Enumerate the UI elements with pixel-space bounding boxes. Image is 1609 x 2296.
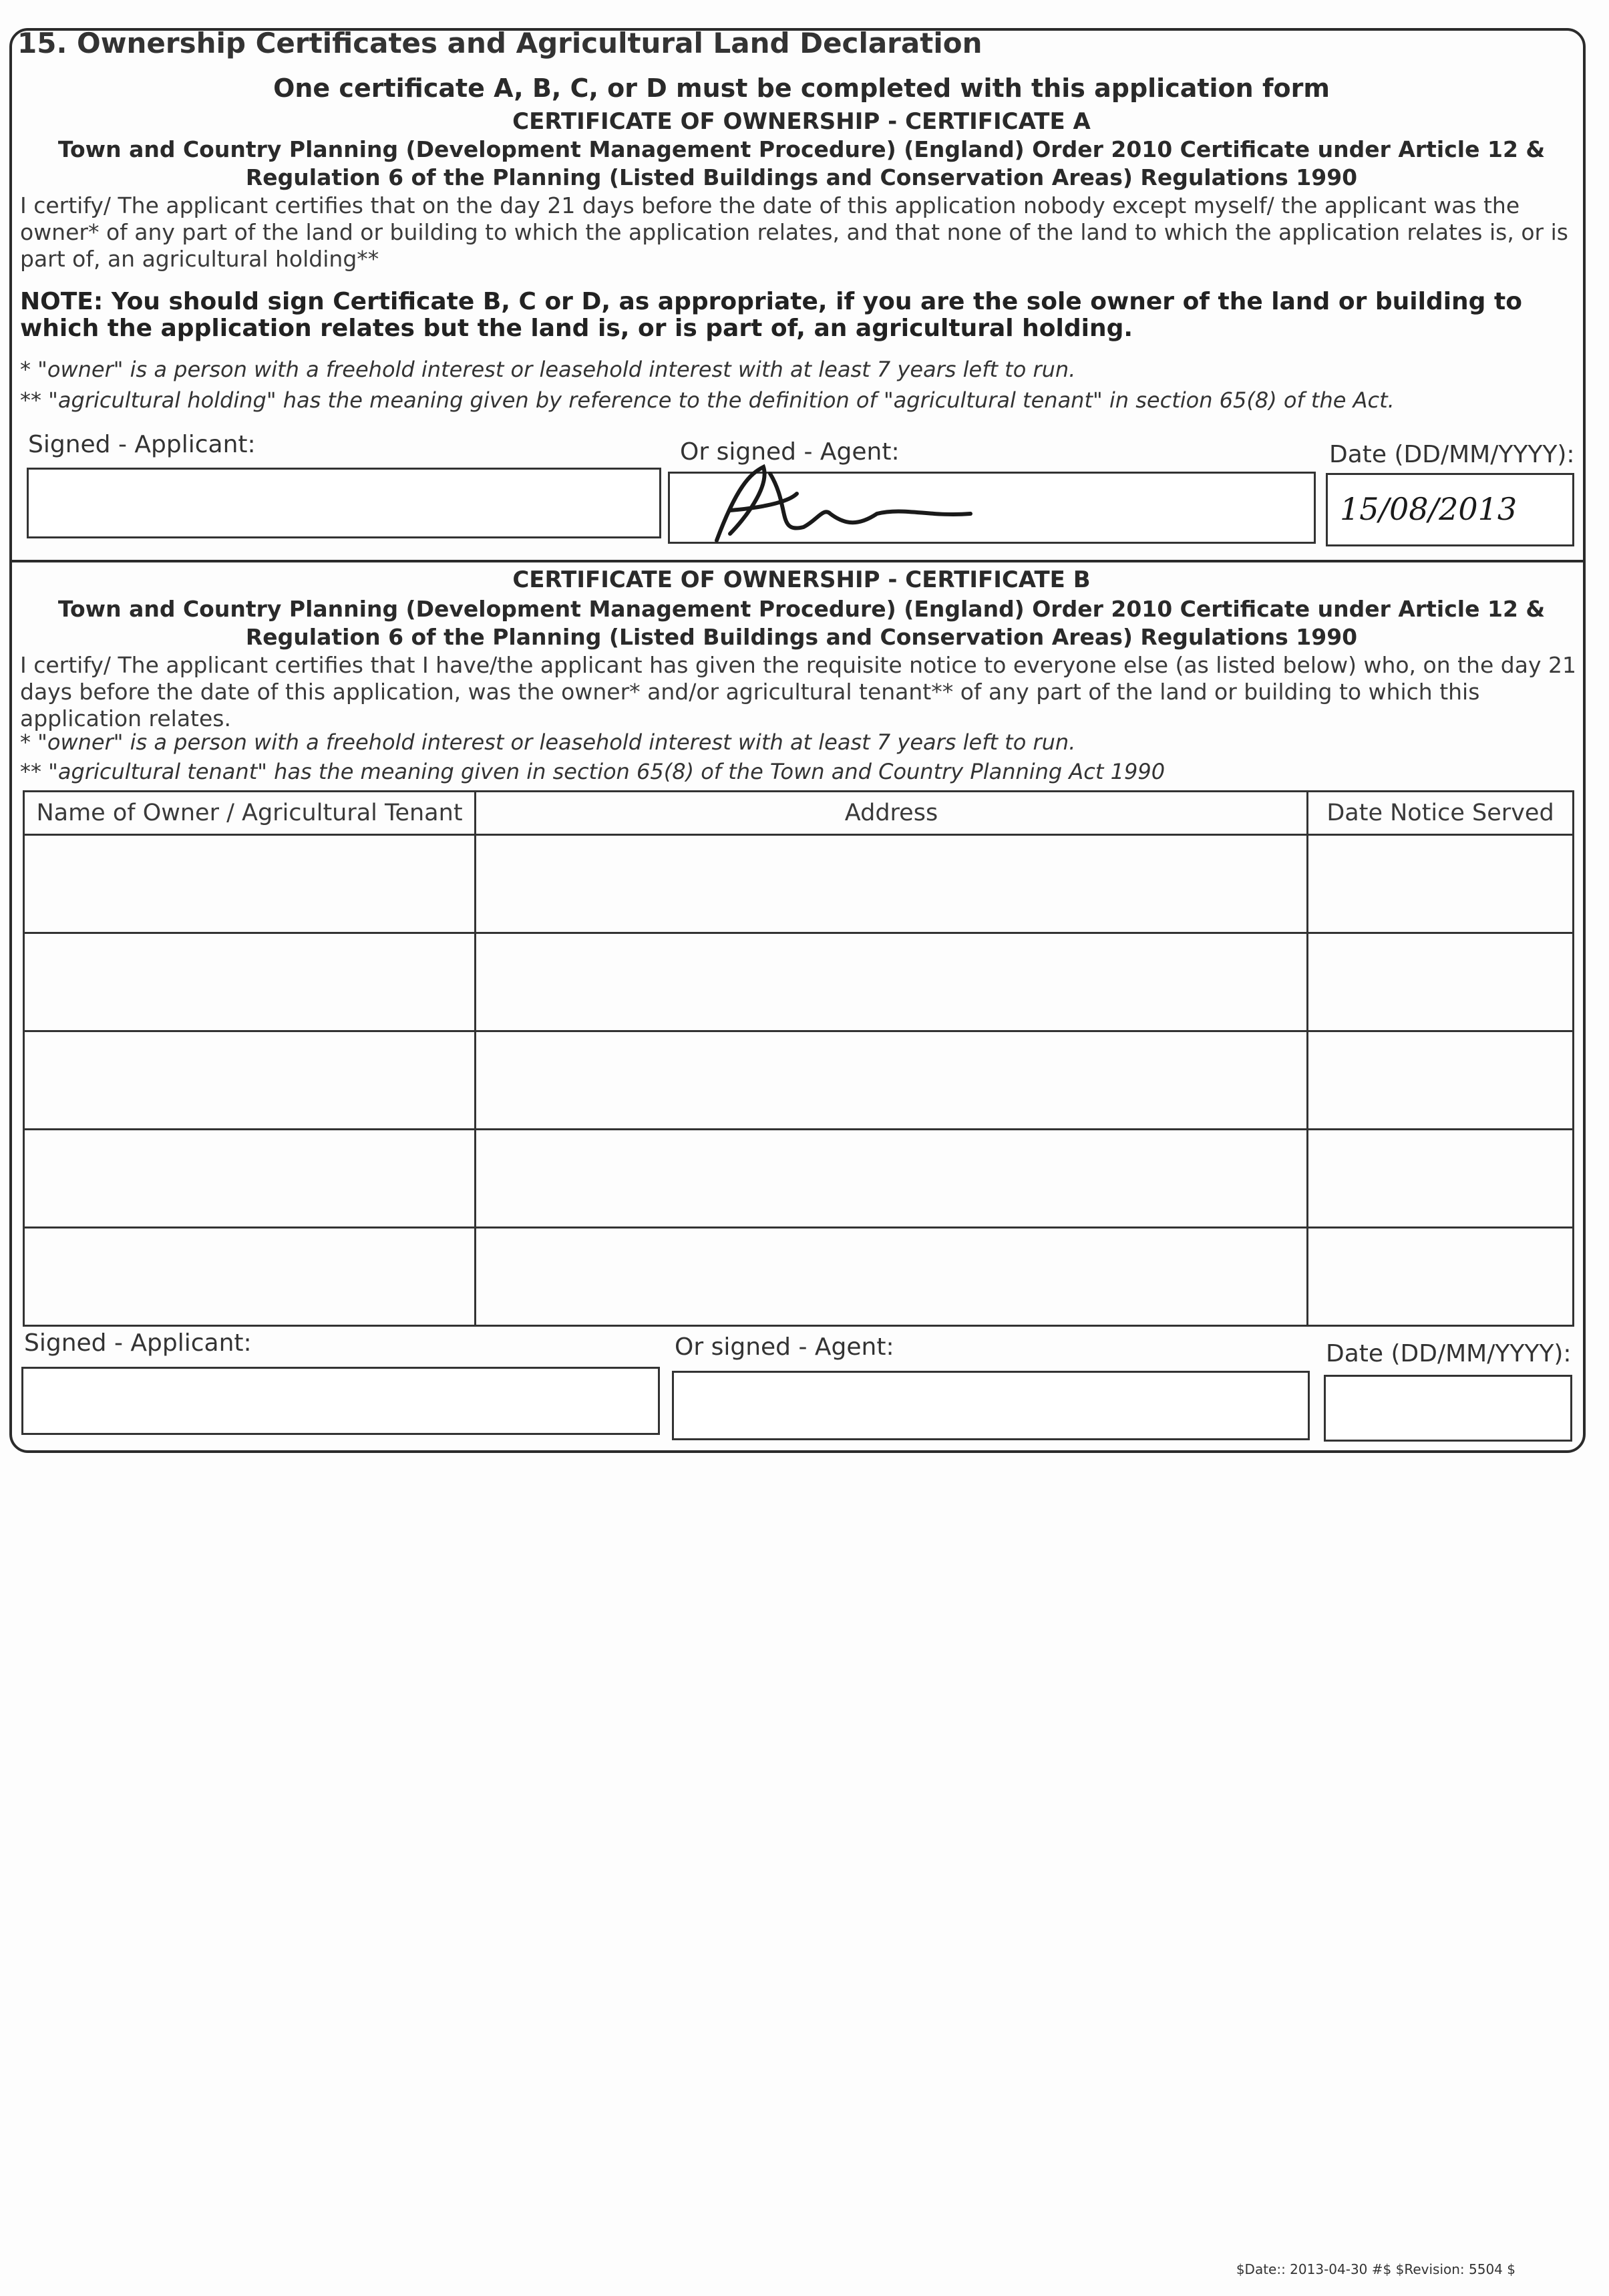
table-row: [24, 933, 1574, 1031]
owners-table-header: [24, 792, 1574, 835]
owner-name-cell[interactable]: [24, 1031, 476, 1130]
cert-b-footnote-owner: * "owner" is a person with a freehold interest or leasehold interest with at least 7 years left to run.: [20, 729, 1076, 755]
notice-date-cell[interactable]: [1308, 835, 1574, 933]
cert-b-applicant-signature-field[interactable]: [21, 1367, 660, 1435]
col-date-header: Date Notice Served: [1308, 792, 1574, 835]
owner-address-cell[interactable]: [476, 835, 1308, 933]
cert-a-applicant-label: Signed - Applicant:: [28, 431, 256, 458]
col-name-header: Name of Owner / Agricultural Tenant: [24, 792, 476, 835]
table-row: [24, 1130, 1574, 1228]
certificate-divider: [12, 560, 1583, 562]
cert-b-date-label: Date (DD/MM/YYYY):: [1326, 1340, 1572, 1367]
cert-a-date-label: Date (DD/MM/YYYY):: [1329, 441, 1575, 468]
notice-date-cell[interactable]: [1308, 933, 1574, 1031]
section-title: 15. Ownership Certificates and Agricultural Land Declaration: [17, 27, 982, 59]
cert-b-heading: CERTIFICATE OF OWNERSHIP - CERTIFICATE B: [512, 566, 1091, 593]
owners-table: [23, 790, 1574, 1327]
table-row: [24, 1228, 1574, 1326]
cert-a-order-line2: Regulation 6 of the Planning (Listed Buildings and Conservation Areas) Regulations 1990: [245, 164, 1358, 190]
owner-name-cell[interactable]: [24, 1228, 476, 1326]
cert-b-order-line1: Town and Country Planning (Development Management Procedure) (England) Order 2010 Certificate under Article 12 &: [57, 596, 1546, 622]
owner-address-cell[interactable]: [476, 1130, 1308, 1228]
col-address-header: Address: [476, 792, 1308, 835]
cert-a-date-field[interactable]: [1326, 473, 1574, 546]
cert-b-agent-label: Or signed - Agent:: [675, 1333, 894, 1361]
owner-name-cell[interactable]: [24, 1130, 476, 1228]
agent-signature-image: [690, 447, 1091, 519]
revision-footer: $Date:: 2013-04-30 #$ $Revision: 5504 $: [1236, 2261, 1515, 2277]
owner-name-cell[interactable]: [24, 835, 476, 933]
cert-b-agent-signature-field[interactable]: [672, 1371, 1310, 1440]
cert-b-order-line2: Regulation 6 of the Planning (Listed Buildings and Conservation Areas) Regulations 1990: [245, 624, 1358, 650]
cert-b-date-field[interactable]: [1324, 1375, 1572, 1442]
cert-a-agent-label: Or signed - Agent:: [680, 438, 900, 466]
cert-a-date-value: 15/08/2013: [1340, 491, 1517, 527]
notice-date-cell[interactable]: [1308, 1031, 1574, 1130]
cert-a-footnote-owner: * "owner" is a person with a freehold interest or leasehold interest with at least 7 years left to run.: [20, 357, 1076, 382]
owner-name-cell[interactable]: [24, 933, 476, 1031]
cert-a-agent-signature-field[interactable]: [668, 472, 1316, 544]
table-row: [24, 835, 1574, 933]
table-row: [24, 1031, 1574, 1130]
notice-date-cell[interactable]: [1308, 1228, 1574, 1326]
cert-b-footnote-tenant: ** "agricultural tenant" has the meaning given in section 65(8) of the Town and Country Planning Act 1990: [20, 759, 1166, 784]
cert-a-footnote-holding: ** "agricultural holding" has the meaning given by reference to the definition of "agricultural tenant" in section 65(8) of the Act.: [20, 387, 1395, 413]
cert-a-statement: I certify/ The applicant certifies that on the day 21 days before the date of this application nobody except myself/ the applicant was the owner* of any part of the land or building to which the application relates, and that none of the land to which the application relates is, or is part of, an agricultural holding**: [20, 192, 1568, 272]
cert-a-heading: CERTIFICATE OF OWNERSHIP - CERTIFICATE A: [512, 108, 1091, 135]
notice-date-cell[interactable]: [1308, 1130, 1574, 1228]
cert-a-note: NOTE: You should sign Certificate B, C or D, as appropriate, if you are the sole owner of the land or building to which the application relates but the land is, or is part of, an agricultural holding.: [20, 288, 1522, 342]
cert-b-statement: I certify/ The applicant certifies that I have/the applicant has given the requisite notice to everyone else (as listed below) who, on the day 21 days before the date of this application, was the owner* and/or agricultural tenant** of any part of the land or building to which this application relates.: [20, 652, 1576, 731]
section-instruction: One certificate A, B, C, or D must be completed with this application form: [273, 73, 1330, 103]
cert-a-order-line1: Town and Country Planning (Development Management Procedure) (England) Order 2010 Certificate under Article 12 &: [57, 136, 1546, 162]
owner-address-cell[interactable]: [476, 933, 1308, 1031]
owner-address-cell[interactable]: [476, 1031, 1308, 1130]
cert-b-applicant-label: Signed - Applicant:: [24, 1329, 252, 1357]
owner-address-cell[interactable]: [476, 1228, 1308, 1326]
cert-a-applicant-signature-field[interactable]: [27, 468, 661, 538]
